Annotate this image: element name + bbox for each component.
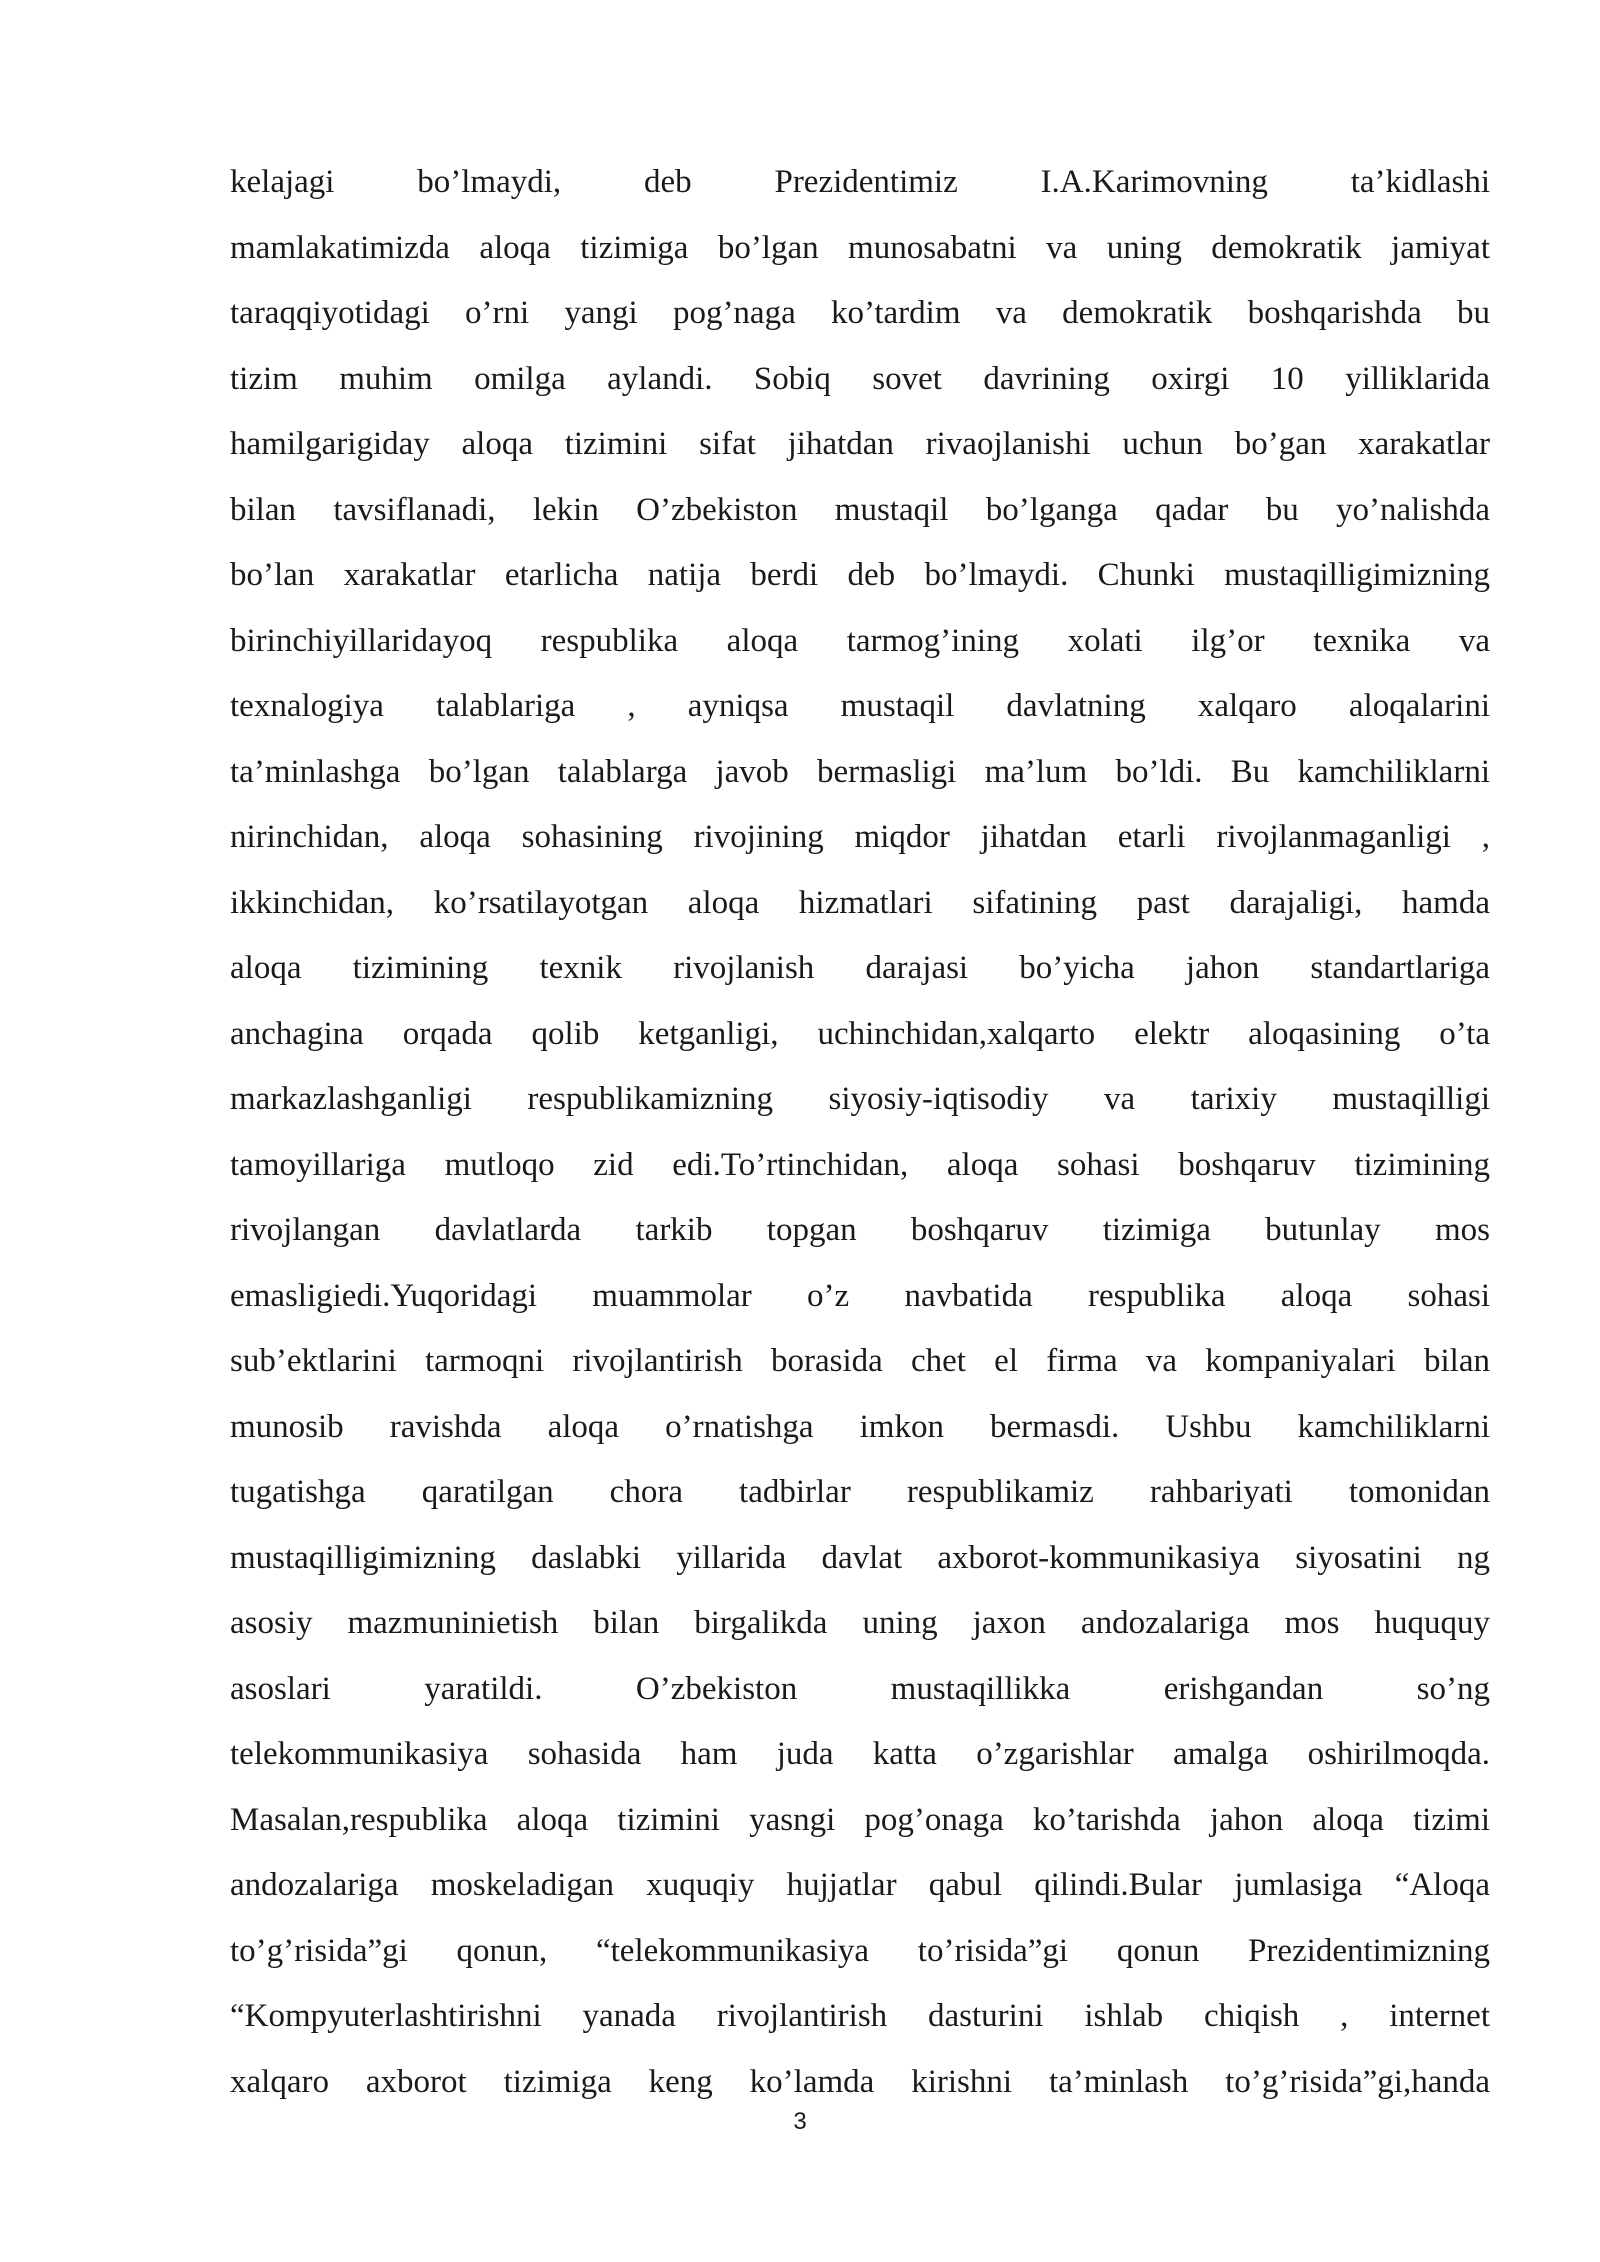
text-line: “Kompyuterlashtirishni yanada rivojlantirish dasturini ishlab chiqish , internet <box>230 1998 1490 2034</box>
text-line: xalqaro axborot tizimiga keng ko’lamda kirishni ta’minlash to’g’risida”gi,handa <box>230 2063 1490 2100</box>
text-line: asosiy mazmuninietish bilan birgalikda uning jaxon andozalariga mos huququy <box>230 1605 1490 1641</box>
body-text <box>230 150 1490 2115</box>
text-line: rivojlangan davlatlarda tarkib topgan boshqaruv tizimiga butunlay mos <box>230 1212 1490 1248</box>
text-line: anchagina orqada qolib ketganligi, uchinchidan,xalqarto elektr aloqasining o’ta <box>230 1015 1490 1052</box>
text-line: ikkinchidan, ko’rsatilayotgan aloqa hizmatlari sifatining past darajaligi, hamda <box>230 884 1490 921</box>
text-line: tamoyillariga mutloqo zid edi.To’rtinchidan, aloqa sohasi boshqaruv tizimining <box>230 1146 1490 1183</box>
text-line: mamlakatimizda aloqa tizimiga bo’lgan munosabatni va uning demokratik jamiyat <box>230 229 1490 266</box>
text-line: mustaqilligimizning daslabki yillarida davlat axborot-kommunikasiya siyosatini ng <box>230 1539 1490 1576</box>
text-line: telekommunikasiya sohasida ham juda katta o’zgarishlar amalga oshirilmoqda. <box>230 1736 1490 1772</box>
text-line: tugatishga qaratilgan chora tadbirlar respublikamiz rahbariyati tomonidan <box>230 1474 1490 1510</box>
text-line: aloqa tizimining texnik rivojlanish darajasi bo’yicha jahon standartlariga <box>230 950 1490 986</box>
text-line: asoslari yaratildi. O’zbekiston mustaqillikka erishgandan so’ng <box>230 1670 1490 1707</box>
text-line: nirinchidan, aloqa sohasining rivojining miqdor jihatdan etarli rivojlanmaganligi , <box>230 819 1490 855</box>
text-line: markazlashganligi respublikamizning siyosiy-iqtisodiy va tarixiy mustaqilligi <box>230 1081 1490 1117</box>
text-line: Masalan,respublika aloqa tizimini yasngi pog’onaga ko’tarishda jahon aloqa tizimi <box>230 1801 1490 1838</box>
text-line: bo’lan xarakatlar etarlicha natija berdi deb bo’lmaydi. Chunki mustaqilligimizning <box>230 557 1490 593</box>
page-number: 3 <box>793 2108 807 2135</box>
text-line: kelajagi bo’lmaydi, deb Prezidentimiz I.A.Karimovning ta’kidlashi <box>230 164 1490 200</box>
text-line: sub’ektlarini tarmoqni rivojlantirish borasida chet el firma va kompaniyalari bilan <box>230 1343 1490 1379</box>
text-line: bilan tavsiflanadi, lekin O’zbekiston mustaqil bo’lganga qadar bu yo’nalishda <box>230 491 1490 528</box>
text-line: texnalogiya talablariga , ayniqsa mustaqil davlatning xalqaro aloqalarini <box>230 688 1490 724</box>
text-line: hamilgarigiday aloqa tizimini sifat jihatdan rivaojlanishi uchun bo’gan xarakatlar <box>230 426 1490 462</box>
text-line: munosib ravishda aloqa o’rnatishga imkon bermasdi. Ushbu kamchiliklarni <box>230 1408 1490 1445</box>
text-line: ta’minlashga bo’lgan talablarga javob bermasligi ma’lum bo’ldi. Bu kamchiliklarni <box>230 753 1490 790</box>
text-line: emasligiedi.Yuqoridagi muammolar o’z navbatida respublika aloqa sohasi <box>230 1277 1490 1314</box>
text-line: birinchiyillaridayoq respublika aloqa tarmog’ining xolati ilg’or texnika va <box>230 622 1490 659</box>
text-line: tizim muhim omilga aylandi. Sobiq sovet davrining oxirgi 10 yilliklarida <box>230 360 1490 397</box>
text-line: to’g’risida”gi qonun, “telekommunikasiya to’risida”gi qonun Prezidentimizning <box>230 1932 1490 1969</box>
text-line: taraqqiyotidagi o’rni yangi pog’naga ko’tardim va demokratik boshqarishda bu <box>230 295 1490 331</box>
text-line: andozalariga moskeladigan xuquqiy hujjatlar qabul qilindi.Bular jumlasiga “Aloqa <box>230 1867 1490 1903</box>
